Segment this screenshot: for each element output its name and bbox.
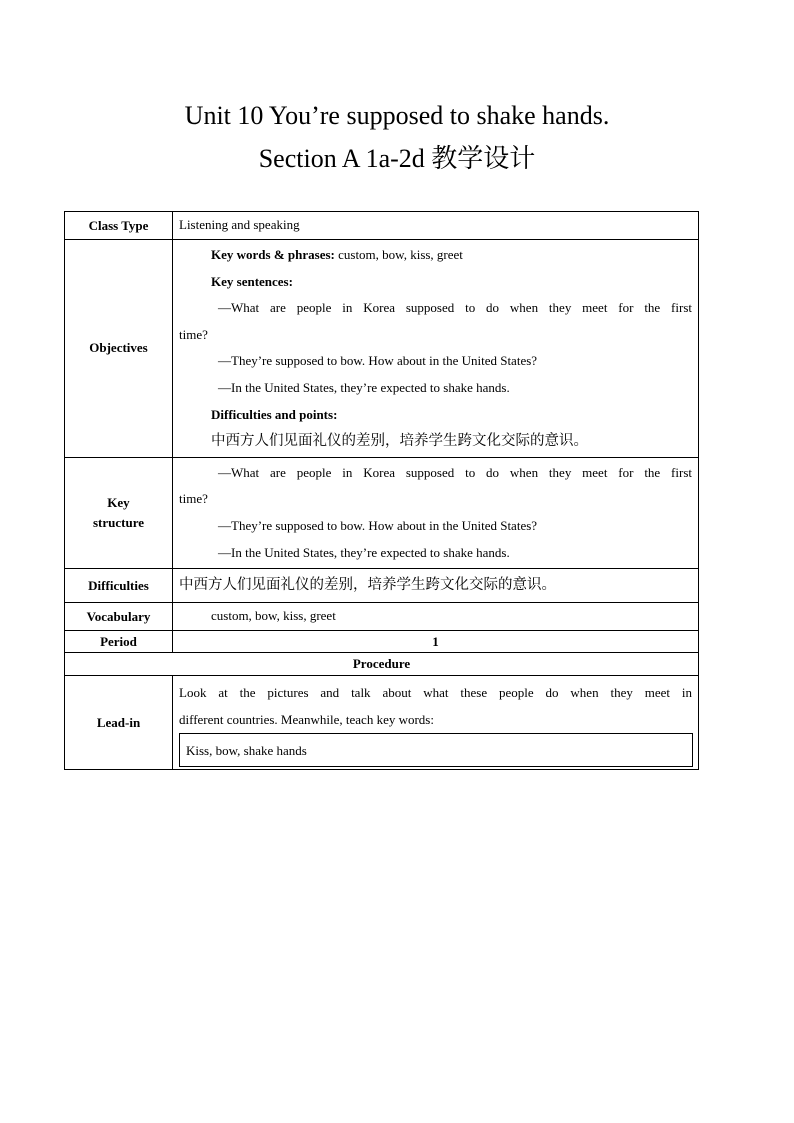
vocabulary-label: Vocabulary — [65, 603, 173, 631]
objectives-sentence2: —They’re supposed to bow. How about in the United States? — [218, 353, 538, 369]
key-structure-cell — [173, 457, 699, 568]
objectives-sentence1b: time? — [179, 326, 208, 342]
lesson-plan-table — [64, 211, 699, 770]
lead-in-line2: different countries. Meanwhile, teach key words: — [179, 711, 434, 727]
period-value: 1 — [173, 631, 699, 653]
row-procedure — [65, 653, 699, 676]
key-words-box: Kiss, bow, shake hands — [179, 733, 693, 767]
vocabulary-value: custom, bow, kiss, greet — [211, 608, 336, 624]
key-words-heading: Key words & phrases: — [211, 247, 335, 262]
objectives-label: Objectives — [65, 240, 173, 458]
period-label: Period — [65, 631, 173, 653]
key-structure-label-line2: structure — [92, 514, 145, 530]
difficulties-points-line — [173, 402, 698, 429]
lead-in-line1: Look at the pictures and talk about what these people do when they meet in — [179, 685, 692, 701]
objectives-cell — [173, 240, 699, 458]
key-structure-sentence1b: time? — [179, 491, 208, 507]
objectives-sentence3: —In the United States, they’re expected to shake hands. — [218, 379, 510, 395]
key-structure-label-line1: Key — [107, 494, 130, 510]
difficulties-value: 中西方人们见面礼仪的差别，培养学生跨文化交际的意识。 — [179, 577, 556, 594]
difficulties-label: Difficulties — [65, 569, 173, 603]
difficulties-points-heading: Difficulties and points: — [211, 406, 338, 422]
class-type-cell — [173, 212, 699, 240]
key-sentences-heading: Key sentences: — [211, 273, 293, 289]
key-structure-sentence2: —They’re supposed to bow. How about in the United States? — [218, 517, 538, 533]
key-structure-sentence3: —In the United States, they’re expected to shake hands. — [218, 544, 510, 560]
objectives-sentence1a: —What are people in Korea supposed to do when they meet for the first — [218, 300, 692, 316]
row-period — [65, 631, 699, 653]
page-title-line2: Section A 1a-2d 教学设计 — [258, 144, 536, 173]
lead-in-cell — [173, 676, 699, 770]
key-structure-label — [65, 457, 173, 568]
page-title-line1: Unit 10 You’re supposed to shake hands. — [184, 101, 610, 130]
key-words-line — [173, 242, 698, 269]
row-vocabulary — [65, 603, 699, 631]
row-difficulties — [65, 569, 699, 603]
difficulties-points-value: 中西方人们见面礼仪的差别，培养学生跨文化交际的意识。 — [211, 433, 588, 450]
row-key-structure — [65, 457, 699, 568]
row-objectives — [65, 240, 699, 458]
procedure-header: Procedure — [65, 653, 699, 676]
row-lead-in — [65, 676, 699, 770]
lead-in-label: Lead-in — [65, 676, 173, 770]
key-words-value: custom, bow, kiss, greet — [338, 247, 463, 262]
key-structure-sentence1a: —What are people in Korea supposed to do when they meet for the first — [218, 464, 692, 480]
difficulties-cell — [173, 569, 699, 603]
row-class-type — [65, 212, 699, 240]
key-sentences-line — [173, 269, 698, 296]
vocabulary-cell — [173, 603, 699, 631]
class-type-value: Listening and speaking — [179, 217, 300, 233]
class-type-label: Class Type — [65, 212, 173, 240]
